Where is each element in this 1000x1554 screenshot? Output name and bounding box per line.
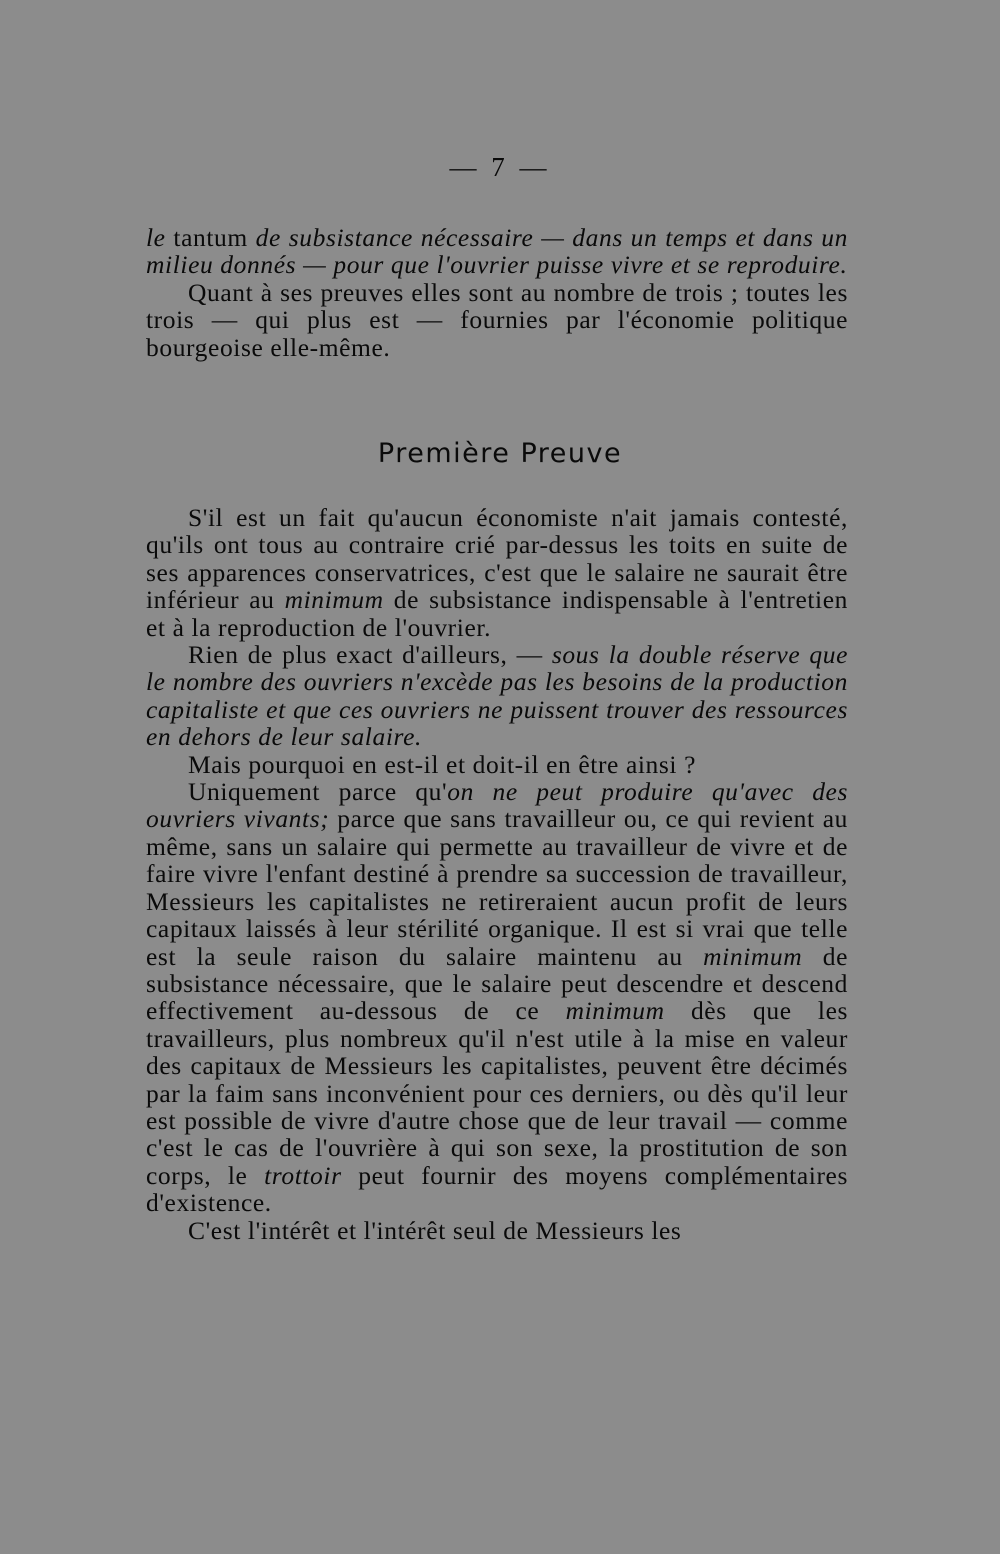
body-paragraph-5: C'est l'intérêt et l'intérêt seul de Messieurs les: [188, 1215, 682, 1245]
intro-paragraph-1: [146, 224, 848, 279]
italic-span: on ne peut produire qu'avec des ouvriers vivants;: [146, 777, 848, 834]
italic-span: de subsistance nécessaire — dans un temps et dans un milieu donnés — pour que l'ouvrier puisse vivre et se reproduire.: [146, 223, 848, 280]
section-heading: Première Preuve: [377, 438, 623, 469]
text-span: parce que sans travailleur ou, ce qui revient au même, sans un salaire qui permette au travailleur de vivre et de faire vivre l'enfant destiné à prendre sa succession de travailleur, Messieurs les capitalistes ne retireraient aucun profit de leurs capitaux laissés à leur stérilité organique. Il est si vrai que telle est la seule raison du salaire maintenu au: [146, 804, 848, 971]
intro-text: [146, 224, 848, 361]
italic-span: sous la double réserve que le nombre des ouvriers n'excède pas les besoins de la production capitaliste et que ces ouvriers ne puissent trouver des ressources en dehors de leur salaire.: [146, 640, 848, 752]
body-paragraph-1: [146, 504, 848, 641]
italic-span: trottoir: [264, 1160, 342, 1190]
body-paragraph-3: Mais pourquoi en est-il et doit-il en être ainsi ?: [188, 749, 697, 779]
body-paragraph-4: [146, 778, 848, 1217]
text-span: peut fournir des moyens complémentaires d'existence.: [146, 1160, 848, 1218]
italic-span: minimum: [284, 585, 384, 615]
text-span: de subsistance nécessaire, que le salaire peut descendre et descend effectivement au-dessous de ce: [146, 941, 848, 1026]
page-number: — 7 —: [449, 152, 551, 182]
text-span: tantum: [165, 223, 256, 252]
italic-span: minimum: [565, 996, 665, 1026]
italic-span: le: [146, 223, 166, 252]
intro-paragraph-2: Quant à ses preuves elles sont au nombre de trois ; toutes les trois — qui plus est — fournies par l'économie politique bourgeoise elle-même.: [146, 277, 848, 362]
body-text: [146, 504, 848, 1244]
italic-span: minimum: [703, 941, 803, 971]
body-paragraph-2: [146, 641, 848, 751]
text-span: S'il est un fait qu'aucun économiste n'ait jamais contesté, qu'ils ont tous au contraire crié par-dessus les toits en suite de ses apparences conservatrices, c'est que le salaire ne saurait être inférieur au: [146, 503, 848, 615]
text-span: Rien de plus exact d'ailleurs, —: [188, 640, 552, 670]
text-span: de subsistance indispensable à l'entretien et à la reproduction de l'ouvrier.: [146, 585, 849, 642]
text-span: Uniquement parce qu': [188, 777, 448, 807]
text-span: dès que les travailleurs, plus nombreux qu'il n'est utile à la mise en valeur des capitaux de Messieurs les capitalistes, peuvent être décimés par la faim sans inconvénient pour ces derniers, ou dès qu'il leur est possible de vivre d'autre chose que de leur travail — comme c'est le cas de l'ouvrière à qui son sexe, la prostitution de son corps, le: [146, 996, 849, 1190]
